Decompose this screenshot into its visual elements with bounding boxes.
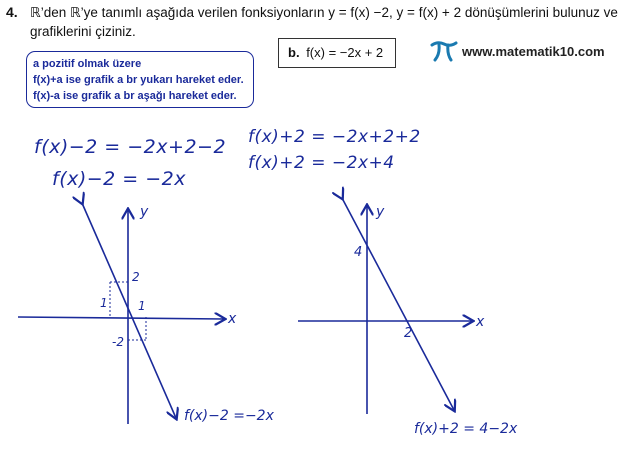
left-x-label: x [228, 311, 237, 327]
part-b-function: f(x) = −2x + 2 [306, 45, 384, 60]
left-label-neg2: -2 [112, 335, 124, 349]
right-y-label: y [376, 204, 385, 220]
right-label-4: 4 [354, 245, 363, 260]
left-x-axis [18, 317, 224, 319]
left-function-line [82, 203, 176, 418]
left-label-1b: 1 [138, 299, 146, 313]
work-line-1: f(x)−2 = −2x+2−2 [34, 136, 227, 158]
note-line: f(x)-a ise grafik a br aşağı hareket eder. [33, 90, 237, 102]
left-graph [18, 203, 275, 424]
left-label-2: 2 [132, 270, 140, 284]
right-caption: f(x)+2 = 4−2x [414, 421, 518, 437]
note-line: a pozitif olmak üzere [33, 58, 142, 70]
brand-site-link[interactable]: www.matematik10.com [462, 43, 605, 59]
question-number: 4. [6, 4, 18, 20]
work-line-2: f(x)−2 = −2x [52, 168, 187, 190]
left-y-label: y [140, 204, 149, 220]
part-b-label: b. [288, 45, 300, 60]
work-line-3: f(x)+2 = −2x+2+2 [248, 127, 421, 147]
right-x-label: x [476, 314, 485, 330]
question-text: ℝ’den ℝ’ye tanımlı aşağıda verilen fonksiyonların y = f(x) −2, y = f(x) + 2 dönüşümlerini bulunuz ve grafiklerini çiziniz. [30, 5, 618, 39]
left-label-1: 1 [100, 296, 108, 310]
right-graph [298, 198, 518, 437]
right-function-line [342, 198, 454, 410]
right-label-2: 2 [404, 326, 413, 341]
note-line: f(x)+a ise grafik a br yukarı hareket eder. [33, 74, 244, 86]
work-line-4: f(x)+2 = −2x+4 [248, 153, 395, 173]
left-caption: f(x)−2 =−2x [184, 408, 274, 424]
